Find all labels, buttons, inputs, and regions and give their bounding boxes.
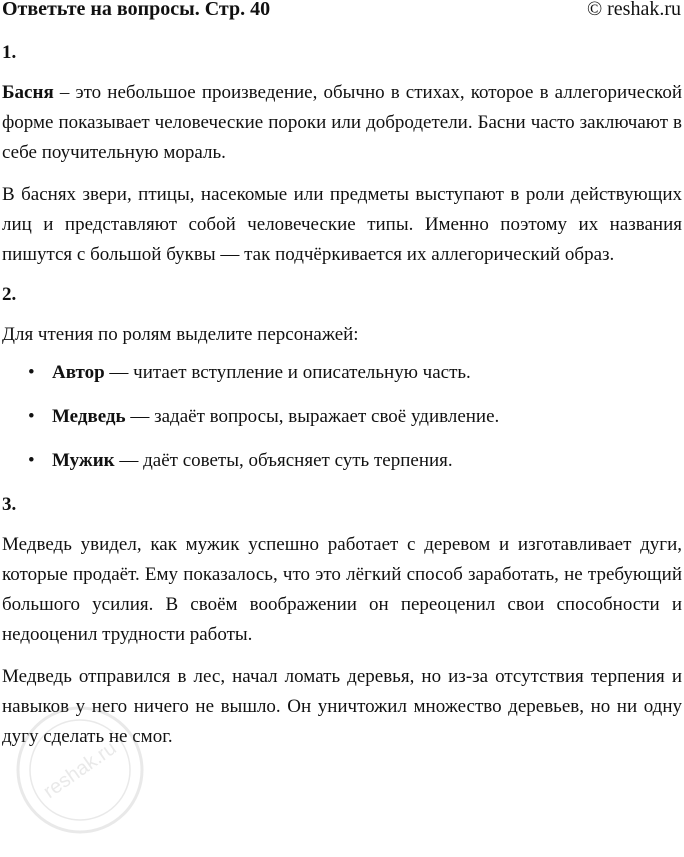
role-desc: — задаёт вопросы, выражает своё удивление.	[125, 406, 500, 427]
list-item-role-author	[2, 360, 682, 386]
section-2-number: 2.	[2, 284, 17, 305]
term-basnya: Басня	[2, 82, 54, 103]
role-desc: — даёт советы, объясняет суть терпения.	[114, 450, 453, 471]
section-1-paragraph-1-text: – это небольшое произведение, обычно в стихах, которое в аллегорической форме показывает человеческие пороки или добродетели. Басни часто заключают в себе поучительную мораль.	[2, 82, 682, 163]
section-3-paragraph-2: Медведь отправился в лес, начал ломать деревья, но из-за отсутствия терпения и навыков у него ничего не вышло. Он уничтожил множество деревьев, но ни одну дугу сделать не смог.	[2, 666, 682, 747]
section-2-intro: Для чтения по ролям выделите персонажей:	[2, 324, 359, 345]
role-name: Автор	[52, 362, 105, 383]
section-3-paragraph-1: Медведь увидел, как мужик успешно работает с деревом и изготавливает дуги, которые продаёт. Ему показалось, что это лёгкий способ заработать, не требующий большого усилия. В своём воображении он переоценил свои способности и недооценил трудности работы.	[2, 534, 682, 645]
page-title: Ответьте на вопросы. Стр. 40	[2, 0, 271, 20]
bullet-icon: •	[28, 450, 35, 471]
section-1-number: 1.	[2, 42, 17, 63]
list-item-role-peasant	[2, 448, 682, 474]
section-1-paragraph-2: В баснях звери, птицы, насекомые или предметы выступают в роли действующих лиц и представляют собой человеческие типы. Именно поэтому их названия пишутся с большой буквы — так подчёркивается их аллегорический образ.	[2, 184, 682, 265]
role-desc: — читает вступление и описательную часть.	[104, 362, 471, 383]
bullet-icon: •	[28, 406, 35, 427]
answer-content	[2, 40, 682, 764]
bullet-icon: •	[28, 362, 35, 383]
section-3-number: 3.	[2, 494, 17, 515]
roles-list	[2, 360, 682, 474]
role-name: Мужик	[52, 450, 115, 471]
section-1-paragraph-1	[2, 78, 682, 168]
page-header	[0, 0, 684, 24]
role-name: Медведь	[52, 406, 126, 427]
watermark-text: reshak.ru	[39, 737, 121, 803]
list-item-role-bear	[2, 404, 682, 430]
site-credit: © reshak.ru	[586, 0, 681, 20]
